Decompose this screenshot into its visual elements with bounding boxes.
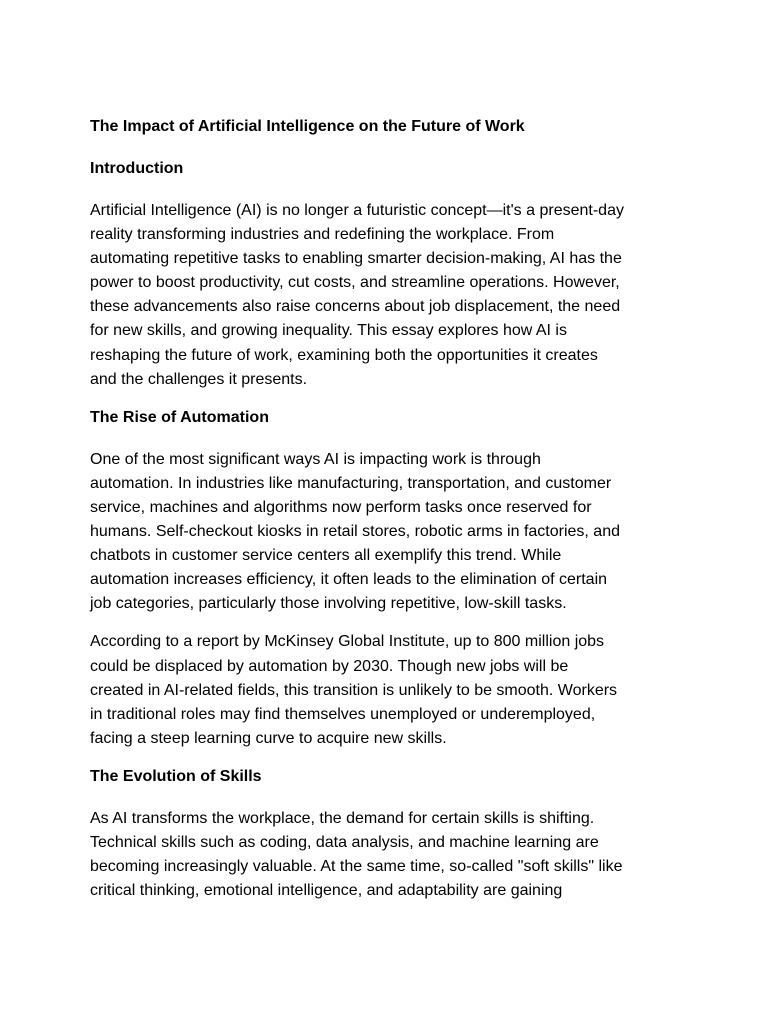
paragraph-introduction: Artificial Intelligence (AI) is no longer a futuristic concept—it's a present-day reality transforming industries and redefining the workplace. From automating repetitive tasks to enabling smarter decision-making, AI has the power to boost productivity, cut costs, and streamline operations. However, these advancements also raise concerns about job displacement, the need for new skills, and growing inequality. This essay explores how AI is reshaping the future of work, examining both the opportunities it creates and the challenges it presents. — [90, 202, 624, 388]
section-heading-rise-of-automation: The Rise of Automation — [90, 408, 269, 426]
paragraph-skills-1: As AI transforms the workplace, the demand for certain skills is shifting. Technical skills such as coding, data analysis, and machine learning are becoming increasingly valuable. At the same time, so-called "soft skills" like critical thinking, emotional intelligence, and adaptability are gaining — [90, 809, 623, 900]
section-heading-introduction: Introduction — [90, 160, 184, 177]
paragraph-automation-2: According to a report by McKinsey Global Institute, up to 800 million jobs could be displaced by automation by 2030. Though new jobs will be created in AI-related fields, this transition is unlikely to be smooth. Workers in traditional roles may find themselves unemployed or underemployed, facing a steep learning curve to acquire new skills. — [90, 633, 618, 747]
section-heading-evolution-of-skills: The Evolution of Skills — [90, 767, 262, 785]
document-body — [90, 115, 690, 917]
document-title: The Impact of Artificial Intelligence on the Future of Work — [90, 118, 525, 135]
paragraph-automation-1: One of the most significant ways AI is impacting work is through automation. In industries like manufacturing, transportation, and customer service, machines and algorithms now perform tasks once reserved for humans. Self-checkout kiosks in retail stores, robotic arms in factories, and chatbots in customer service centers all exemplify this trend. While automation increases efficiency, it often leads to the elimination of certain job categories, particularly those involving repetitive, low-skill tasks. — [90, 450, 620, 613]
